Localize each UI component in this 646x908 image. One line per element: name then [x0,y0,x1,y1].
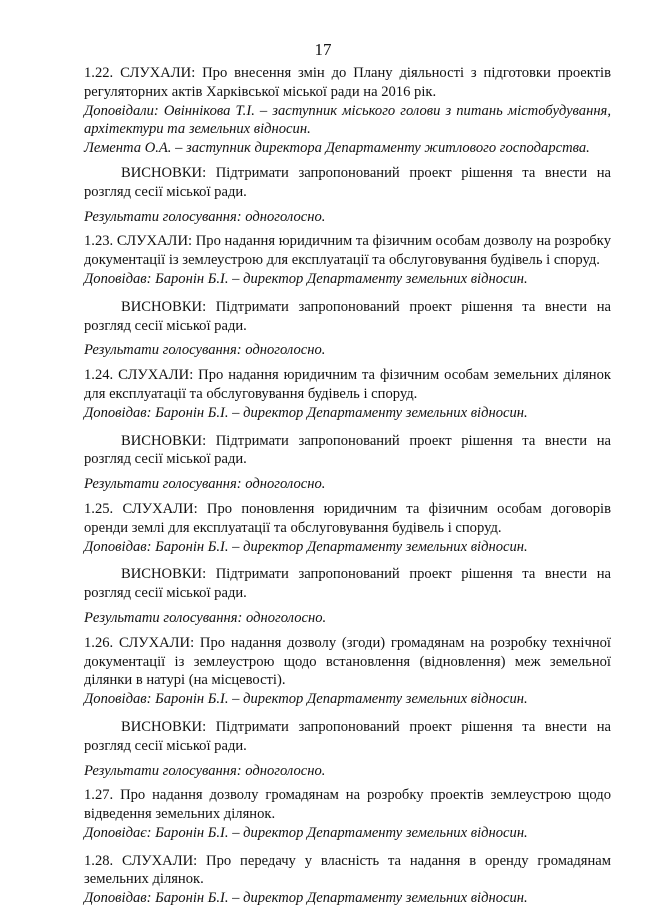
conclusion-text: ВИСНОВКИ: Підтримати запропонований проект рішення та внести на розгляд сесії міської ради. [84,718,611,754]
vote-result: Результати голосування: одноголосно. [84,342,326,359]
speaker-text: Доповідав: Баронін Б.І. – директор Департаменту земельних відносин. [84,270,528,287]
agenda-item-1-22 [84,64,611,226]
vote-result: Рeзультати голосування: одноголосно. [84,609,327,626]
minutes-content [84,64,611,908]
heard-text: 1.22. СЛУХАЛИ: Про внесення змін до Плану діяльності з підготовки проектів регуляторних актів Харківської міської ради на 2016 рік. [84,65,611,100]
heard-text: 1.23. СЛУХАЛИ: Про надання юридичним та фізичним особам дозволу на розробку документації із землеустрою для експлуатації та обслуговування будівель і споруд. [84,233,611,269]
page-number: 17 [314,40,332,59]
speaker-text: Доповідав: Баронін Б.І. – директор Департаменту земельних відносин. [84,691,528,708]
agenda-item-1-23 [84,232,611,360]
agenda-item-1-28 [84,852,611,908]
conclusion-text: ВИСНОВКИ: Підтримати запропонований проект рішення та внести на розгляд сесії міської ради. [84,298,611,334]
agenda-item-1-24 [84,366,611,494]
conclusion-text: ВИСНОВКИ: Підтримати запропонований проект рішення та внести на розгляд сесії міської ради. [84,566,611,602]
heard-text: 1.24. СЛУХАЛИ: Про надання юридичним та фізичним особам земельних ділянок для експлуатації та обслуговування будівель і споруд. [84,367,611,402]
heard-text: 1.25. СЛУХАЛИ: Про поновлення юридичним та фізичним особам договорів оренди землі для експлуатації та обслуговування будівель і споруд. [84,500,611,536]
heard-text: 1.27. Про надання дозволу громадянам на розробку проектів землеустрою щодо відведення земельних ділянок. [84,787,611,823]
vote-result: Результати голосування: одноголосно. [84,476,326,493]
heard-text: 1.26. СЛУХАЛИ: Про надання дозволу (згоди) громадянам на розробку технічної документації із землеустрою щодо встановлення (відновлення) меж земельної ділянки в натурі (на місцевості). [84,634,611,689]
conclusion-text: ВИСНОВКИ: Підтримати запропонований проект рішення та внести на розгляд сесії міської ради. [84,432,611,468]
heard-text: 1.28. СЛУХАЛИ: Про передачу у власність та надання в оренду громадянам земельних ділянок. [84,852,611,888]
conclusion-text: ВИСНОВКИ: Підтримати запропонований проект рішення та внести на розгляд сесії міської ради. [84,164,611,200]
vote-result: Результати голосування: одноголосно. [84,208,326,225]
vote-result: Результати голосування: одноголосно. [84,762,326,779]
speaker-text: Доповідає: Баронін Б.І. – директор Департаменту земельних відносин. [84,824,528,841]
speaker-text: Доповідав: Баронін Б.І. – директор Департаменту земельних відносин. [84,404,528,421]
speaker-text: Доповідав: Баронін Б.І. – директор Департаменту земельних відносин. [84,538,528,555]
speaker-text: Доповідав: Баронін Б.І. – директор Департаменту земельних відносин. [84,890,528,907]
agenda-item-1-25 [84,500,611,628]
agenda-item-1-26 [84,634,611,781]
agenda-item-1-27 [84,786,611,842]
speaker-text: Лемента О.А. – заступник директора Департаменту житлового господарства. [84,140,590,157]
speaker-text: Доповідали: Овіннікова Т.І. – заступник міського голови з питань містобудування, архітектури та земельних відносин. [84,102,611,138]
